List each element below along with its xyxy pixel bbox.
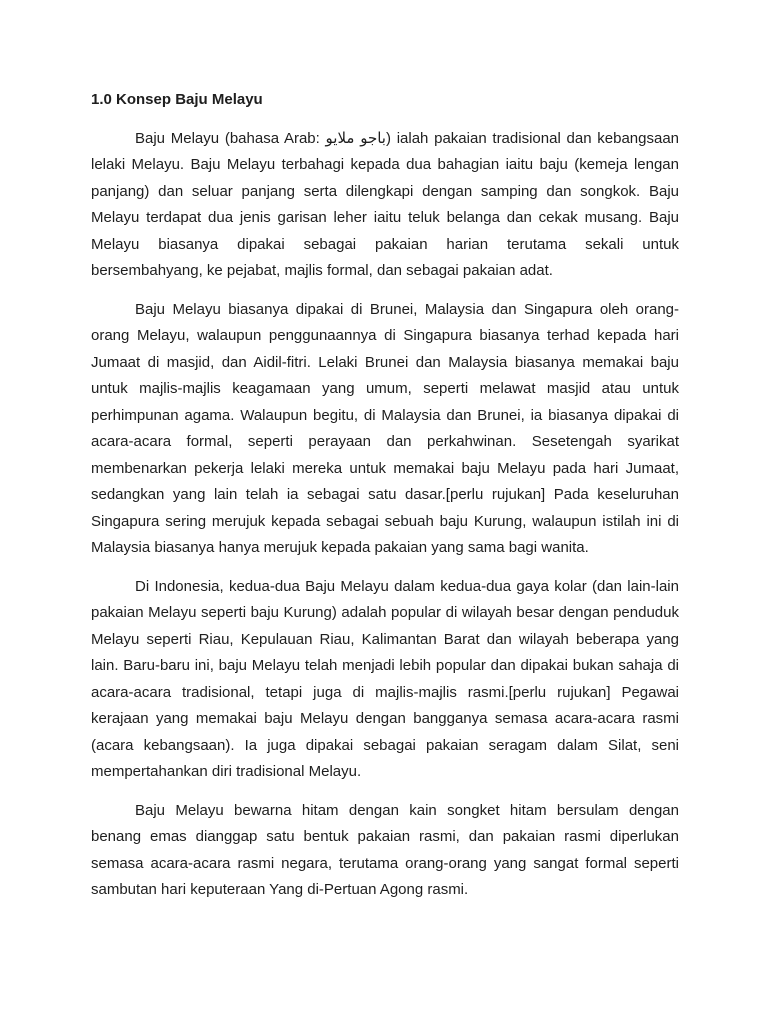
text-line: (acara kebangsaan). Ia juga dipakai sebagai pakaian seragam dalam Silat, seni (91, 736, 679, 754)
text-line: Di Indonesia, kedua-dua Baju Melayu dalam kedua-dua gaya kolar (dan lain-lain (135, 577, 679, 595)
text-line: Malaysia biasanya hanya merujuk kepada pakaian yang sama bagi wanita. (91, 539, 589, 556)
document-body (91, 126, 679, 904)
text-line: acara-acara tradisional, tetapi juga di majlis-majlis rasmi.[perlu rujukan] Pegawai (91, 683, 679, 701)
text-line: acara-acara formal, seperti perayaan dan perkahwinan. Sesetengah syarikat (91, 433, 679, 450)
text-line: mempertahankan diri tradisional Melayu. (91, 763, 362, 780)
text-line: Baju Melayu (bahasa Arab: باجو ملايو) ialah pakaian tradisional dan kebangsaan (135, 129, 680, 147)
text-line: bersembahyang, ke pejabat, majlis formal, dan sebagai pakaian adat. (91, 262, 553, 279)
paragraph (91, 126, 679, 285)
text-line: lelaki Melayu. Baju Melayu terbahagi kepada dua bahagian iaitu baju (kemeja lengan (91, 156, 679, 173)
text-line: Baju Melayu bewarna hitam dengan kain songket hitam bersulam dengan (135, 801, 679, 819)
text-line: perhimpunan agama. Walaupun begitu, di Malaysia dan Brunei, ia biasanya dipakai di (91, 406, 679, 424)
text-line: lain. Baru-baru ini, baju Melayu telah menjadi lebih popular dan dipakai bukan sahaja di (91, 657, 679, 674)
text-line: orang Melayu, walaupun penggunaannya di Singapura biasanya terhad kepada hari (91, 327, 679, 344)
text-line: panjang) dan seluar panjang serta dilengkapi dengan samping dan songkok. Baju (91, 182, 679, 200)
text-line: sambutan hari keputeraan Yang di-Pertuan Agong rasmi. (91, 881, 469, 898)
text-line: Melayu seperti Riau, Kepulauan Riau, Kalimantan Barat dan wilayah beberapa yang (91, 630, 679, 648)
text-line: benang emas dianggap satu bentuk pakaian rasmi, dan pakaian rasmi diperlukan (91, 828, 679, 845)
text-line: Jumaat di masjid, dan Aidil-fitri. Lelaki Brunei dan Malaysia biasanya memakai baju (91, 353, 679, 371)
section-heading: 1.0 Konsep Baju Melayu (91, 91, 263, 108)
paragraph (91, 574, 679, 786)
text-line: pakaian Melayu seperti baju Kurung) adalah popular di wilayah besar dengan penduduk (91, 604, 679, 621)
paragraph (91, 798, 679, 904)
text-line: membenarkan pekerja lelaki mereka untuk memakai baju Melayu pada hari Jumaat, (91, 459, 679, 477)
document-page (91, 87, 679, 916)
text-line: Melayu biasanya dipakai sebagai pakaian harian terutama sekali untuk (91, 235, 679, 253)
text-line: semasa acara-acara rasmi negara, terutama orang-orang yang sangat formal seperti (91, 854, 679, 872)
text-line: Baju Melayu biasanya dipakai di Brunei, Malaysia dan Singapura oleh orang- (135, 300, 679, 318)
paragraph (91, 297, 679, 562)
text-line: Melayu terdapat dua jenis garisan leher iaitu teluk belanga dan cekak musang. Baju (91, 209, 679, 226)
text-line: kerajaan yang memakai baju Melayu dengan bangganya semasa acara-acara rasmi (91, 710, 679, 727)
text-line: Singapura sering merujuk kepada sebagai sebuah baju Kurung, walaupun istilah ini di (91, 512, 679, 530)
text-line: untuk majlis-majlis keagamaan yang umum, seperti melawat masjid atau untuk (91, 380, 679, 397)
text-line: sedangkan yang lain telah ia sebagai satu dasar.[perlu rujukan] Pada keseluruhan (91, 486, 679, 503)
